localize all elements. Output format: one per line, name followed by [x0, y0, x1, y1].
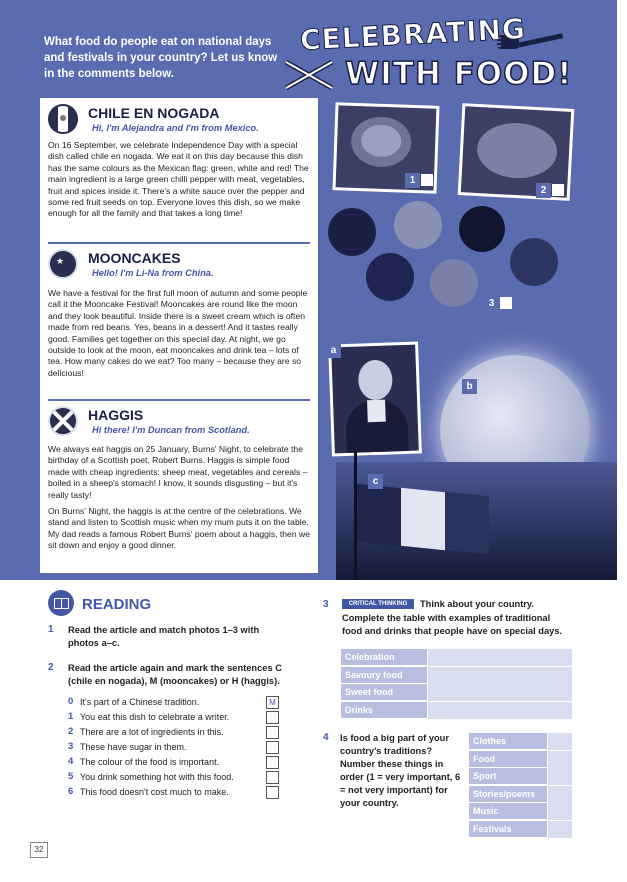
table-row-label: Savoury food	[341, 667, 427, 684]
section-haggis-header	[48, 406, 308, 440]
mooncake-image	[328, 208, 376, 256]
section-title-haggis: HAGGIS	[88, 407, 144, 423]
divider	[48, 242, 310, 244]
section-title-chile: CHILE EN NOGADA	[88, 105, 220, 121]
title-line-1: CELEBRATING	[299, 12, 527, 57]
question-number-3: 3	[323, 599, 329, 610]
question-3-text-a: Think about your country.	[420, 599, 534, 609]
photo-label-b: b	[462, 379, 477, 394]
answer-checkbox[interactable]	[266, 786, 279, 799]
mooncake-image	[510, 238, 558, 286]
section-greeting-mooncakes: Hello! I'm Li-Na from China.	[92, 268, 214, 278]
item-sentence: You eat this dish to celebrate a writer.	[80, 712, 230, 722]
item-number: 3	[68, 741, 74, 752]
ranking-row-label: Sport	[469, 768, 547, 785]
question-2-text: Read the article again and mark the sentences C (chile en nogada), M (mooncakes) or H (haggis).	[68, 663, 282, 686]
mooncake-image	[430, 259, 478, 307]
ranking-row-label: Food	[469, 751, 547, 768]
section-chile-header	[48, 104, 308, 138]
question-number-1: 1	[48, 624, 54, 635]
ranking-row-label: Music	[469, 803, 547, 820]
table-answer-cell[interactable]	[428, 667, 572, 685]
answer-checkbox[interactable]: M	[266, 696, 279, 709]
item-sentence: It's part of a Chinese tradition.	[80, 697, 200, 707]
mooncake-image	[459, 206, 505, 252]
item-sentence: You drink something hot with this food.	[80, 772, 234, 782]
ranking-answer-cell[interactable]	[548, 733, 572, 751]
answer-checkbox[interactable]	[266, 756, 279, 769]
question-3-text-b: Complete the table with examples of traditional food and drinks that people have on special days.	[342, 613, 563, 636]
reading-book-icon	[48, 590, 74, 616]
item-number: 5	[68, 771, 74, 782]
table-answer-cell[interactable]	[428, 702, 572, 720]
answer-checkbox[interactable]	[266, 771, 279, 784]
mooncake-image	[394, 201, 442, 249]
title-line-2: WITH FOOD!	[345, 56, 573, 92]
photo-label-a: a	[326, 343, 341, 358]
answer-box-2[interactable]	[552, 184, 564, 196]
question-number-2: 2	[48, 662, 54, 673]
item-sentence: These have sugar in them.	[80, 742, 187, 752]
critical-thinking-tag: CRITICAL THINKING	[342, 599, 414, 609]
scotland-flag-icon	[48, 406, 78, 436]
section-mooncakes-header	[48, 249, 308, 283]
ranking-answer-cell[interactable]	[548, 751, 572, 769]
ranking-answer-cell[interactable]	[548, 768, 572, 786]
photo-robert-burns-portrait	[328, 341, 422, 456]
item-number: 4	[68, 756, 74, 767]
photo-label-1: 1	[405, 173, 420, 188]
item-number: 0	[68, 696, 74, 707]
answer-checkbox[interactable]	[266, 726, 279, 739]
ranking-row-label: Festivals	[469, 821, 547, 838]
section-title-mooncakes: MOONCAKES	[88, 250, 181, 266]
answer-box-3[interactable]	[500, 297, 512, 309]
article-panel	[40, 98, 318, 573]
question-number-4: 4	[323, 732, 329, 743]
knife-fork-icon	[282, 58, 337, 92]
page-number: 32	[30, 842, 48, 858]
mooncake-image	[366, 253, 414, 301]
item-sentence: This food doesn't cost much to make.	[80, 787, 229, 797]
divider	[48, 399, 310, 401]
section-text-haggis-2: On Burns' Night, the haggis is at the centre of the celebrations. We stand and listen to Scottish music when my mum puts it on the table. My dad reads a famous Robert Burns' poem about a haggis, then we sit down and enjoy a good dinner.	[48, 506, 310, 551]
china-flag-icon: ★	[48, 249, 78, 279]
section-greeting-chile: Hi, I'm Alejandra and I'm from Mexico.	[92, 123, 259, 133]
section-text-haggis: We always eat haggis on 25 January, Burns' Night, to celebrate the birthday of a Scottish poet, Robert Burns. Haggis is simple food made with cheap ingredients: sheep meat, vegetables and cereals – boiled in a sheep's stomach! I know, it sounds disgusting – but it's really tasty!	[48, 444, 308, 500]
ranking-answer-cell[interactable]	[548, 821, 572, 839]
section-text-chile: On 16 September, we celebrate Independence Day with a special dish called chile en nogada. We eat it on this day because this dish has the same colours as the Mexican flag: green, white and red! The main ingredient is a large green chilli pepper with meat, vegetables, fruit and spices inside it. There's a white sauce over the pepper and some red fruit seeds on top. Everyone loves this dish, so we make enough for all the family and that takes a long time!	[48, 140, 309, 219]
answer-checkbox[interactable]	[266, 711, 279, 724]
ranking-answer-cell[interactable]	[548, 803, 572, 821]
section-greeting-haggis: Hi there! I'm Duncan from Scotland.	[92, 425, 250, 435]
table-row-label: Sweet food	[341, 684, 427, 701]
photo-label-c: c	[368, 474, 383, 489]
intro-text: What food do people eat on national days and festivals in your country? Let us know in the comments below.	[44, 36, 278, 80]
photo-label-3: 3	[484, 296, 499, 311]
item-sentence: The colour of the food is important.	[80, 757, 220, 767]
item-number: 2	[68, 726, 74, 737]
table-row-label: Drinks	[341, 702, 427, 719]
photo-label-2: 2	[536, 183, 551, 198]
question-4-text: Is food a big part of your country's traditions? Number these things in order (1 = very important, 6 = not very important) for your country.	[340, 733, 461, 808]
ranking-row-label: Clothes	[469, 733, 547, 750]
ranking-answer-cell[interactable]	[548, 786, 572, 804]
section-text-mooncakes: We have a festival for the first full moon of autumn and some people call it the Mooncake Festival! Mooncakes are round like the moon and they look beautiful. Inside there is a sweet cream which is often made from red beans. Yes, beans in a dessert! And it tastes really good. Families get together on this special day. At night, we go outside to look at the moon, eat mooncakes and drink tea – lots of tea. How many cakes do we eat? Too many – because they are so delicious!	[48, 288, 308, 378]
table-row-label: Celebration	[341, 649, 427, 666]
answer-box-1[interactable]	[421, 174, 433, 186]
question-1-text: Read the article and match photos 1–3 with photos a–c.	[68, 625, 260, 648]
mexico-flag-icon	[48, 104, 78, 134]
item-number: 6	[68, 786, 74, 797]
ranking-row-label: Stories/poems	[469, 786, 547, 803]
reading-title: READING	[82, 596, 152, 613]
item-number: 1	[68, 711, 74, 722]
answer-checkbox[interactable]	[266, 741, 279, 754]
table-answer-cell[interactable]	[428, 684, 572, 702]
table-answer-cell[interactable]	[428, 649, 572, 667]
item-sentence: There are a lot of ingredients in this.	[80, 727, 224, 737]
